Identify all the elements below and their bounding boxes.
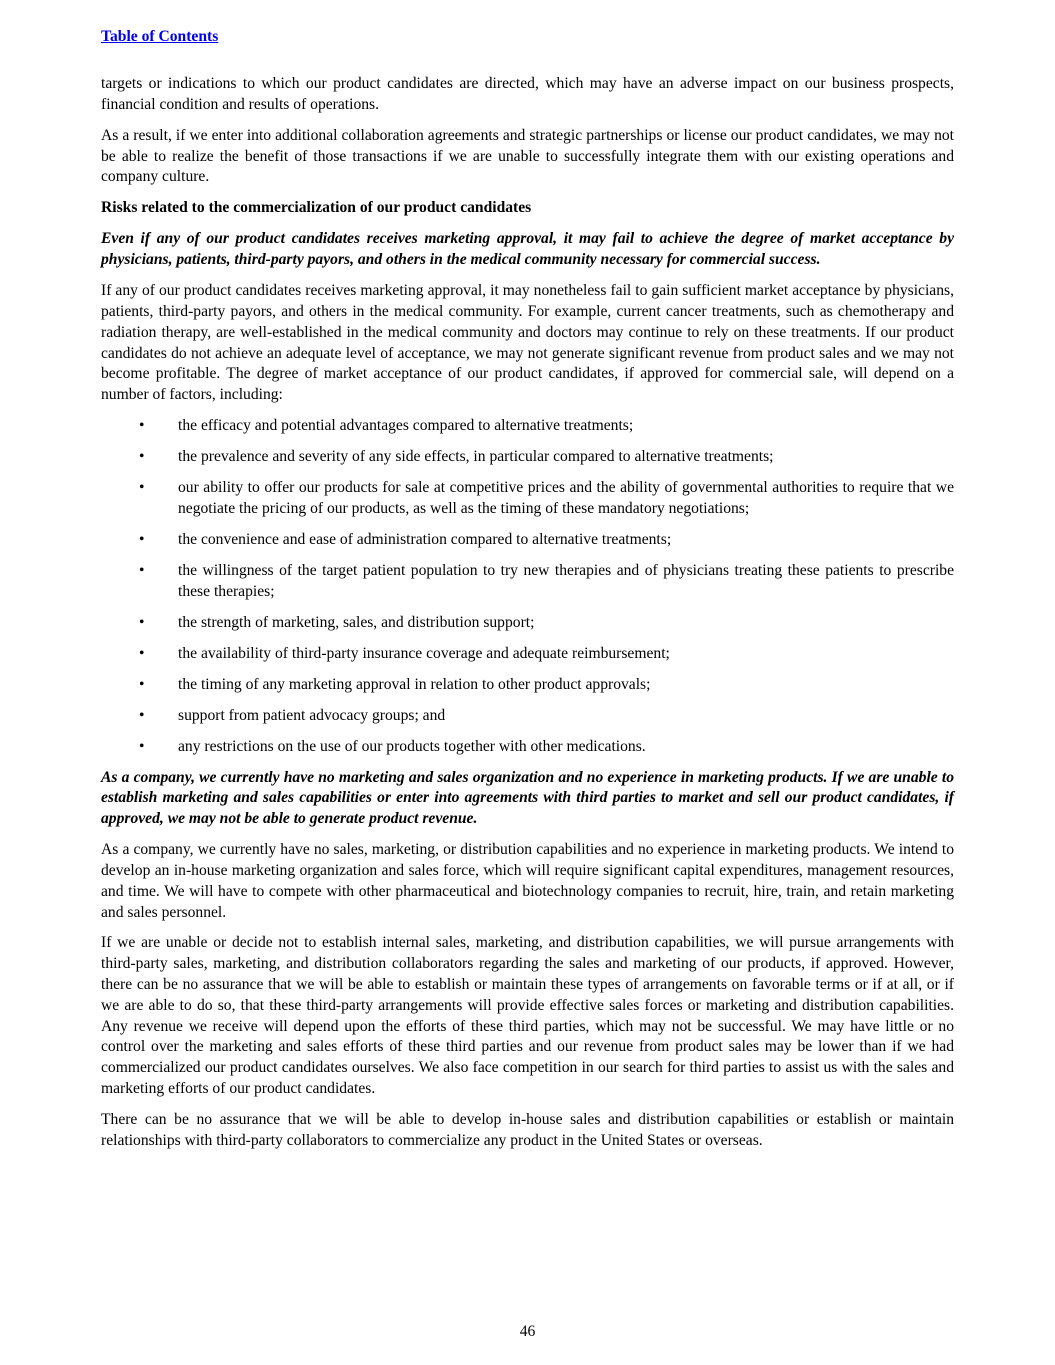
list-item-text: any restrictions on the use of our products together with other medications.: [178, 737, 646, 755]
list-item: [101, 561, 954, 603]
paragraph-collaboration: As a result, if we enter into additional collaboration agreements and strategic partnerships or license our product candidates, we may not be able to realize the benefit of those transactions if we are unable to successfully integrate them with our existing operations and company culture.: [101, 126, 954, 186]
list-item: [101, 613, 954, 634]
list-item: [101, 478, 954, 520]
document-content: [101, 74, 954, 1162]
table-of-contents-link[interactable]: Table of Contents: [101, 28, 219, 45]
bullet-icon: •: [139, 644, 145, 662]
bullet-icon: •: [139, 706, 145, 724]
bullet-icon: •: [139, 675, 145, 693]
list-item-text: the availability of third-party insurance coverage and adequate reimbursement;: [178, 644, 670, 662]
paragraph-no-assurance: There can be no assurance that we will be able to develop in-house sales and distribution capabilities or establish or maintain relationships with third-party collaborators to commercialize any product in the United States or overseas.: [101, 1111, 954, 1149]
list-item-text: the efficacy and potential advantages compared to alternative treatments;: [178, 417, 634, 435]
bullet-icon: •: [139, 448, 145, 466]
list-item-text: the timing of any marketing approval in relation to other product approvals;: [178, 675, 651, 693]
list-item-text: the willingness of the target patient population to try new therapies and of physicians treating these patients to prescribe these therapies;: [178, 561, 954, 600]
risk-heading-sales-organization: As a company, we currently have no marketing and sales organization and no experience in marketing products. If we are unable to establish marketing and sales capabilities or enter into agreements with third parties to market and sell our product candidates, if approved, we may not be able to generate product revenue.: [101, 768, 954, 828]
paragraph-continuation: targets or indications to which our product candidates are directed, which may have an adverse impact on our business prospects, financial condition and results of operations.: [101, 75, 954, 113]
list-item-text: the strength of marketing, sales, and distribution support;: [178, 613, 535, 631]
page-number: 46: [519, 1323, 536, 1340]
list-item: [101, 675, 954, 696]
paragraph-sales-capabilities: As a company, we currently have no sales, marketing, or distribution capabilities and no experience in marketing products. We intend to develop an in-house marketing organization and sales force, which will require significant capital expenditures, management resources, and time. We will have to compete with other pharmaceutical and biotechnology companies to recruit, hire, train, and retain marketing and sales personnel.: [101, 841, 954, 921]
list-item-text: our ability to offer our products for sale at competitive prices and the ability of governmental authorities to require that we negotiate the pricing of our products, as well as the timing of these mandatory negotiations;: [178, 479, 954, 517]
bullet-icon: •: [139, 417, 145, 435]
list-item: [101, 706, 954, 727]
list-item: [101, 737, 954, 758]
bullet-icon: •: [139, 613, 145, 631]
bullet-icon: •: [139, 530, 145, 548]
paragraph-third-party-arrangements: If we are unable or decide not to establish internal sales, marketing, and distribution capabilities, we will pursue arrangements with third-party sales, marketing, and distribution collaborators regarding the sales and marketing of our products, if approved. However, there can be no assurance that we will be able to establish or maintain these types of arrangements on favorable terms or if at all, or if we are able to do so, that these third-party arrangements will provide effective sales forces or marketing and distribution capabilities. Any revenue we receive will depend upon the efforts of these third parties, which may not be successful. We may have little or no control over the marketing and sales efforts of these third parties and our revenue from product sales may be lower than if we had commercialized our product candidates ourselves. We also face competition in our search for third parties to assist us with the sales and marketing efforts of our product candidates.: [101, 934, 954, 1098]
list-item: [101, 416, 954, 437]
factors-list: [101, 416, 954, 757]
risk-heading-market-acceptance: Even if any of our product candidates receives marketing approval, it may fail to achieve the degree of market acceptance by physicians, patients, third-party payors, and others in the medical community necessary for commercial success.: [101, 230, 954, 269]
list-item: [101, 447, 954, 468]
list-item-text: the prevalence and severity of any side effects, in particular compared to alternative treatments;: [178, 448, 774, 466]
section-heading: Risks related to the commercialization of our product candidates: [101, 199, 532, 217]
list-item: [101, 644, 954, 665]
list-item: [101, 530, 954, 551]
bullet-icon: •: [139, 737, 145, 755]
bullet-icon: •: [139, 479, 145, 497]
list-item-text: the convenience and ease of administration compared to alternative treatments;: [178, 530, 672, 548]
paragraph-market-acceptance: If any of our product candidates receives marketing approval, it may nonetheless fail to gain sufficient market acceptance by physicians, patients, third-party payors, and others in the medical community. For example, current cancer treatments, such as chemotherapy and radiation therapy, are well-established in the medical community and doctors may continue to rely on these treatments. If our product candidates do not achieve an adequate level of acceptance, we may not generate significant revenue from product sales and we may not become profitable. The degree of market acceptance of our product candidates, if approved for commercial sale, will depend on a number of factors, including:: [101, 282, 954, 404]
bullet-icon: •: [139, 561, 145, 579]
list-item-text: support from patient advocacy groups; and: [178, 706, 446, 724]
